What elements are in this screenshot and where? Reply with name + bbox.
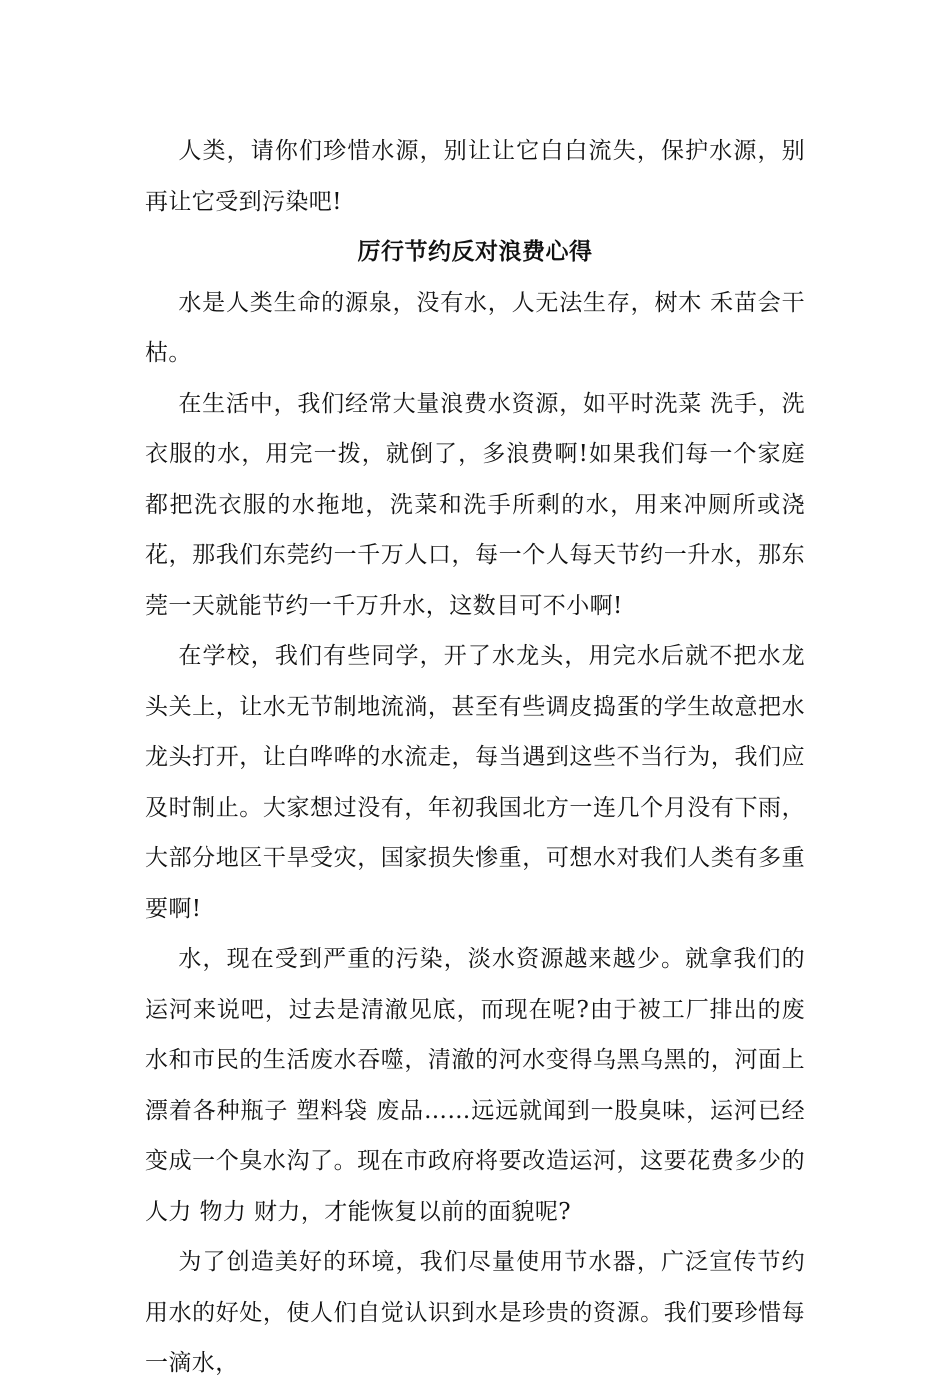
body-paragraph: 水，现在受到严重的污染，淡水资源越来越少。就拿我们的运河来说吧，过去是清澈见底，而现在呢?由于被工厂排出的废水和市民的生活废水吞噬，清澈的河水变得乌黑乌黑的，河面上漂着各种瓶子 塑料袋 废品……远远就闻到一股臭味，运河已经变成一个臭水沟了。现在市政府将要改造运河，这要花费多少的人力 物力 财力，才能恢复以前的面貌呢? <box>145 946 805 1225</box>
document-page <box>145 126 805 1389</box>
intro-paragraph: 人类，请你们珍惜水源，别让让它白白流失，保护水源，别再让它受到污染吧! <box>145 138 805 215</box>
body-paragraph: 水是人类生命的源泉，没有水，人无法生存，树木 禾苗会干枯。 <box>145 289 805 366</box>
body-paragraph: 为了创造美好的环境，我们尽量使用节水器，广泛宣传节约用水的好处，使人们自觉认识到水是珍贵的资源。我们要珍惜每一滴水， <box>145 1249 805 1376</box>
body-paragraph: 在生活中，我们经常大量浪费水资源，如平时洗菜 洗手，洗衣服的水，用完一拨，就倒了，多浪费啊!如果我们每一个家庭都把洗衣服的水拖地，洗菜和洗手所剩的水，用来冲厕所或浇花，那我们东莞约一千万人口，每一个人每天节约一升水，那东莞一天就能节约一千万升水，这数目可不小啊! <box>145 390 805 619</box>
body-paragraph: 在学校，我们有些同学，开了水龙头，用完水后就不把水龙头关上，让水无节制地流淌，甚至有些调皮捣蛋的学生故意把水龙头打开，让白哗哗的水流走，每当遇到这些不当行为，我们应及时制止。大家想过没有，年初我国北方一连几个月没有下雨，大部分地区干旱受灾，国家损失惨重，可想水对我们人类有多重要啊! <box>145 643 805 922</box>
document-title: 厉行节约反对浪费心得 <box>357 238 593 265</box>
